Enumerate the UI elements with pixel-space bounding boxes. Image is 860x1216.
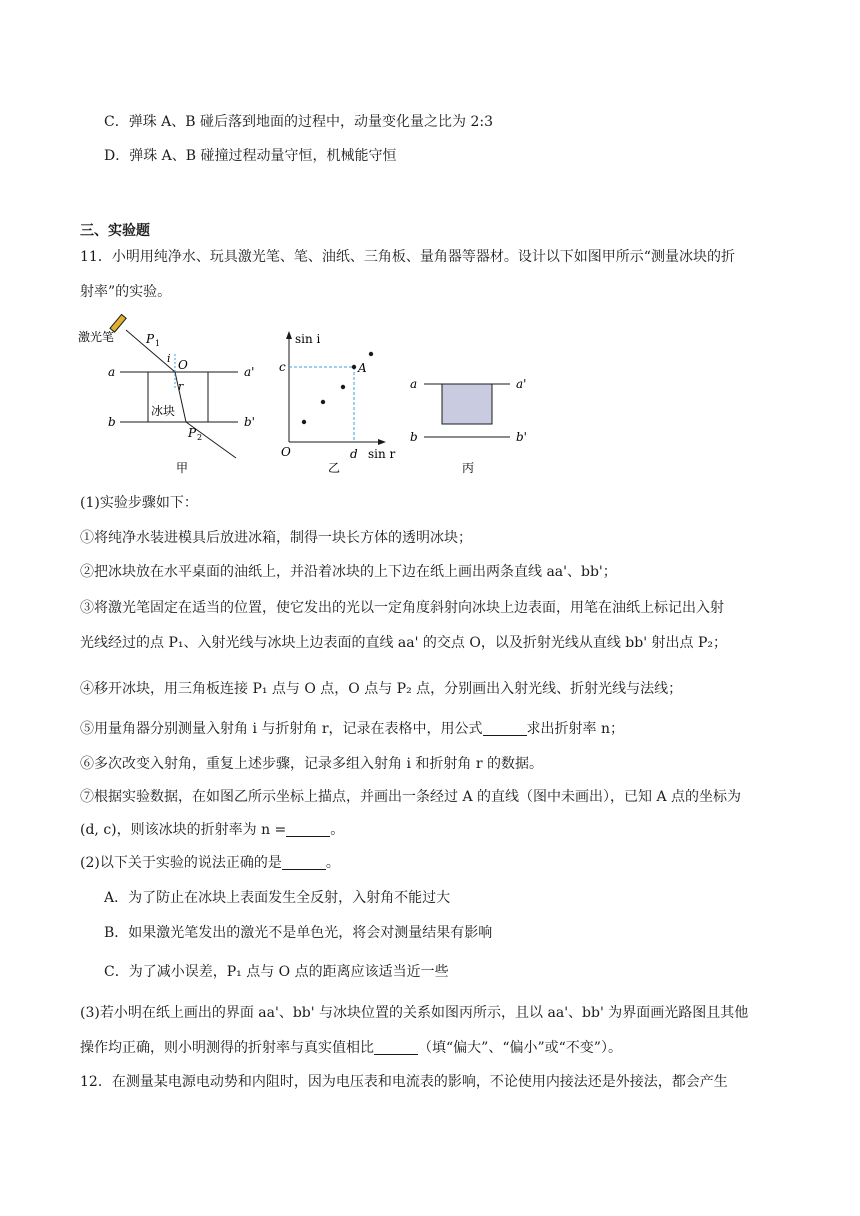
step-7-line-1: ⑦根据实验数据，在如图乙所示坐标上描点，并画出一条经过 A 的直线（图中未画出），已知 A 点的坐标为 <box>80 789 742 805</box>
part1-title: (1)实验步骤如下： <box>80 495 198 511</box>
data-point <box>341 385 345 389</box>
svg-text:a: a <box>108 365 116 379</box>
step-4: ④移开冰块，用三角板连接 P₁ 点与 O 点，O 点与 P₂ 点，分别画出入射光线、折射光线与法线； <box>80 681 683 697</box>
part2-option-a: A．为了防止在冰块上表面发生全反射，入射角不能过大 <box>104 890 451 906</box>
answer-blank-part2[interactable] <box>282 855 326 870</box>
svg-text:a': a' <box>244 365 255 379</box>
figure-jia <box>78 314 255 475</box>
option-d: D．弹珠 A、B 碰撞过程动量守恒，机械能守恒 <box>104 148 397 164</box>
y-axis-label: sin i <box>295 332 321 346</box>
svg-text:b': b' <box>516 430 527 444</box>
part2-option-c: C．为了减小误差，P₁ 点与 O 点的距离应该适当近一些 <box>104 964 449 980</box>
section-title: 三、实验题 <box>80 223 150 239</box>
ice-block <box>442 384 492 424</box>
answer-blank-n[interactable] <box>286 822 330 837</box>
ice-label: 冰块 <box>151 404 176 418</box>
part2-question: (2)以下关于实验的说法正确的是 。 <box>80 855 340 871</box>
svg-text:P: P <box>188 426 197 440</box>
figure-row <box>0 312 860 482</box>
laser-label: 激光笔 <box>78 330 115 344</box>
svg-text:P: P <box>146 332 155 346</box>
svg-text:O: O <box>281 445 291 459</box>
svg-text:i: i <box>167 352 171 365</box>
caption-jia: 甲 <box>176 461 189 475</box>
svg-text:1: 1 <box>155 339 161 348</box>
q11-intro-1: 11．小明用纯净水、玩具激光笔、笔、油纸、三角板、量角器等器材。设计以下如图甲所示“测量冰块的折 <box>80 249 735 265</box>
figure-yi <box>279 331 396 475</box>
svg-text:c: c <box>279 360 286 374</box>
data-point <box>369 352 373 356</box>
step-3-line-1: ③将激光笔固定在适当的位置，使它发出的光以一定角度斜射向冰块上边表面，用笔在油纸上标记出入射 <box>80 600 724 616</box>
svg-text:O: O <box>178 358 188 372</box>
svg-text:b: b <box>410 430 418 444</box>
svg-text:b: b <box>108 415 116 429</box>
svg-text:r: r <box>178 380 184 393</box>
figure-bing <box>410 377 527 475</box>
answer-blank-formula[interactable] <box>483 721 527 736</box>
q12-intro-1: 12．在测量某电源电动势和内阻时，因为电压表和电流表的影响，不论使用内接法还是外接法，都会产生 <box>80 1074 728 1090</box>
data-point-a <box>352 365 356 369</box>
step-1: ①将纯净水装进模具后放进冰箱，制得一块长方体的透明冰块； <box>80 530 472 546</box>
caption-bing: 丙 <box>462 461 475 475</box>
step-5: ⑤用量角器分别测量入射角 i 与折射角 r，记录在表格中，用公式 求出折射率 n； <box>80 721 624 737</box>
caption-yi: 乙 <box>328 461 341 475</box>
svg-text:d: d <box>350 447 358 461</box>
step-7-line-2: (d, c)，则该冰块的折射率为 n = 。 <box>80 822 345 838</box>
option-c: C．弹珠 A、B 碰后落到地面的过程中，动量变化量之比为 2:3 <box>104 114 493 130</box>
answer-blank-part3[interactable] <box>374 1040 418 1055</box>
step-2: ②把冰块放在水平桌面的油纸上，并沿着冰块的上下边在纸上画出两条直线 aa'、bb'； <box>80 564 617 580</box>
x-axis-label: sin r <box>368 447 396 461</box>
svg-text:A: A <box>358 361 367 375</box>
svg-text:b': b' <box>244 415 255 429</box>
data-point <box>302 420 306 424</box>
q11-intro-2: 射率”的实验。 <box>80 284 172 300</box>
svg-text:a: a <box>410 377 418 391</box>
step-6: ⑥多次改变入射角，重复上述步骤，记录多组入射角 i 和折射角 r 的数据。 <box>80 756 543 772</box>
svg-text:2: 2 <box>197 433 203 442</box>
step-3-line-2: 光线经过的点 P₁、入射光线与冰块上边表面的直线 aa' 的交点 O，以及折射光线从直线 bb' 射出点 P₂； <box>80 635 728 651</box>
part3-line-2: 操作均正确，则小明测得的折射率与真实值相比 （填“偏大”、“偏小”或“不变”）。 <box>80 1040 622 1056</box>
part3-line-1: (3)若小明在纸上画出的界面 aa'、bb' 与冰块位置的关系如图丙所示，且以 aa'、bb' 为界面画光路图且其他 <box>80 1005 749 1021</box>
data-point <box>321 400 325 404</box>
part2-option-b: B．如果激光笔发出的激光不是单色光，将会对测量结果有影响 <box>104 925 493 941</box>
svg-text:a': a' <box>516 377 527 391</box>
